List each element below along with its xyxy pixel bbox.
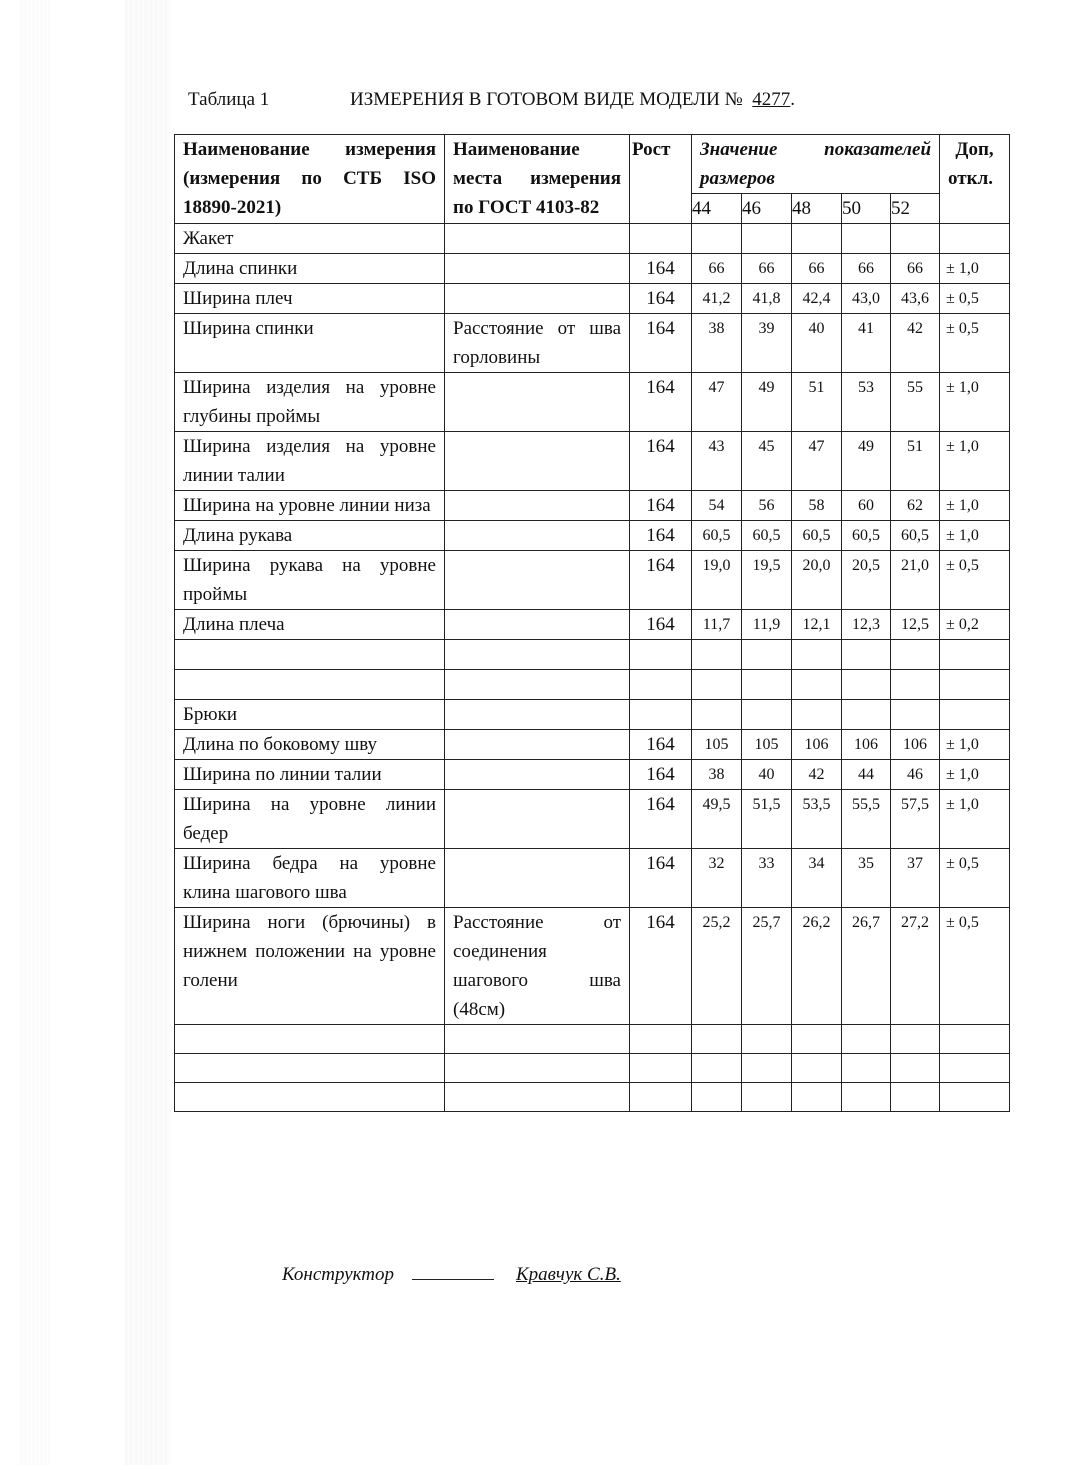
size-value: 38 xyxy=(692,314,742,373)
header-place-name: Наименование места измерения по ГОСТ 4103-82 xyxy=(445,135,630,224)
table-row xyxy=(175,551,1010,610)
model-number: 4277 xyxy=(752,89,791,110)
size-value: 62 xyxy=(891,491,940,521)
section-title: Брюки xyxy=(175,700,445,730)
tolerance-value: ± 1,0 xyxy=(940,790,1010,849)
empty-cell xyxy=(792,1025,842,1054)
table-row xyxy=(175,432,1010,491)
measure-place xyxy=(445,849,630,908)
empty-row xyxy=(175,1083,1010,1112)
empty-cell xyxy=(742,640,792,670)
empty-cell xyxy=(692,700,742,730)
size-value: 55 xyxy=(891,373,940,432)
size-value: 42 xyxy=(792,760,842,790)
empty-cell xyxy=(175,640,445,670)
table-row xyxy=(175,314,1010,373)
measure-name: Длина спинки xyxy=(175,254,445,284)
size-value: 60,5 xyxy=(742,521,792,551)
rost-value: 164 xyxy=(630,730,692,760)
tolerance-value: ± 1,0 xyxy=(940,432,1010,491)
rost-value: 164 xyxy=(630,254,692,284)
rost-value: 164 xyxy=(630,908,692,1025)
table-row xyxy=(175,254,1010,284)
page-title: ИЗМЕРЕНИЯ В ГОТОВОМ ВИДЕ МОДЕЛИ № 4277. xyxy=(350,89,795,110)
empty-row xyxy=(175,670,1010,700)
empty-cell xyxy=(630,640,692,670)
size-value: 53,5 xyxy=(792,790,842,849)
measure-name: Ширина на уровне линии бедер xyxy=(175,790,445,849)
size-value: 46 xyxy=(891,760,940,790)
empty-cell xyxy=(940,670,1010,700)
header-tolerance: Доп, откл. xyxy=(940,135,1010,224)
size-value: 40 xyxy=(742,760,792,790)
empty-cell xyxy=(891,1025,940,1054)
empty-cell xyxy=(742,700,792,730)
size-value: 38 xyxy=(692,760,742,790)
empty-cell xyxy=(891,700,940,730)
measure-name: Ширина по линии талии xyxy=(175,760,445,790)
size-value: 41,2 xyxy=(692,284,742,314)
size-value: 34 xyxy=(792,849,842,908)
measure-name: Ширина изделия на уровне линии талии xyxy=(175,432,445,491)
measure-place xyxy=(445,432,630,491)
size-value: 66 xyxy=(891,254,940,284)
size-value: 43,6 xyxy=(891,284,940,314)
empty-cell xyxy=(842,1025,891,1054)
measure-place: Расстояние от соединения шагового шва (48см) xyxy=(445,908,630,1025)
empty-cell xyxy=(940,1025,1010,1054)
empty-cell xyxy=(175,670,445,700)
header-values: Значение показателей размеров xyxy=(692,135,940,194)
size-value: 51 xyxy=(792,373,842,432)
size-header: 44 xyxy=(692,194,742,224)
size-value: 25,2 xyxy=(692,908,742,1025)
measure-name: Длина по боковому шву xyxy=(175,730,445,760)
empty-cell xyxy=(630,700,692,730)
rost-value: 164 xyxy=(630,849,692,908)
rost-value: 164 xyxy=(630,373,692,432)
tolerance-value: ± 1,0 xyxy=(940,521,1010,551)
empty-cell xyxy=(891,224,940,254)
empty-cell xyxy=(742,670,792,700)
size-value: 43 xyxy=(692,432,742,491)
size-header: 50 xyxy=(842,194,891,224)
rost-value: 164 xyxy=(630,790,692,849)
table-row xyxy=(175,373,1010,432)
size-value: 55,5 xyxy=(842,790,891,849)
size-value: 32 xyxy=(692,849,742,908)
size-value: 37 xyxy=(891,849,940,908)
tolerance-value: ± 1,0 xyxy=(940,491,1010,521)
tolerance-value: ± 0,5 xyxy=(940,849,1010,908)
size-value: 66 xyxy=(742,254,792,284)
measure-name: Ширина плеч xyxy=(175,284,445,314)
table-row xyxy=(175,491,1010,521)
rost-value: 164 xyxy=(630,284,692,314)
measure-place: Расстояние от шва горловины xyxy=(445,314,630,373)
empty-row xyxy=(175,640,1010,670)
scan-artifact xyxy=(20,0,50,1465)
empty-cell xyxy=(692,1054,742,1083)
size-value: 66 xyxy=(842,254,891,284)
size-value: 54 xyxy=(692,491,742,521)
measure-name: Ширина бедра на уровне клина шагового шва xyxy=(175,849,445,908)
size-header: 52 xyxy=(891,194,940,224)
measure-place xyxy=(445,790,630,849)
size-value: 60,5 xyxy=(792,521,842,551)
size-value: 40 xyxy=(792,314,842,373)
header-measure-name: Наименование измерения (измерения по СТБ ISO 18890-2021) xyxy=(175,135,445,224)
header-row xyxy=(175,135,1010,194)
size-value: 20,0 xyxy=(792,551,842,610)
empty-cell xyxy=(630,224,692,254)
scan-artifact xyxy=(125,0,170,1465)
empty-cell xyxy=(445,670,630,700)
empty-cell xyxy=(891,1054,940,1083)
empty-cell xyxy=(630,1083,692,1112)
size-value: 41,8 xyxy=(742,284,792,314)
empty-cell xyxy=(891,640,940,670)
size-value: 41 xyxy=(842,314,891,373)
empty-cell xyxy=(630,1025,692,1054)
tolerance-value: ± 1,0 xyxy=(940,254,1010,284)
measure-place xyxy=(445,730,630,760)
empty-cell xyxy=(692,640,742,670)
empty-cell xyxy=(792,1054,842,1083)
size-value: 43,0 xyxy=(842,284,891,314)
empty-cell xyxy=(445,1054,630,1083)
size-value: 42 xyxy=(891,314,940,373)
tolerance-value: ± 0,5 xyxy=(940,284,1010,314)
empty-cell xyxy=(842,1083,891,1112)
rost-value: 164 xyxy=(630,610,692,640)
rost-value: 164 xyxy=(630,551,692,610)
size-value: 66 xyxy=(692,254,742,284)
empty-cell xyxy=(445,1083,630,1112)
empty-cell xyxy=(175,1025,445,1054)
empty-cell xyxy=(742,1083,792,1112)
empty-cell xyxy=(891,1083,940,1112)
size-value: 60,5 xyxy=(692,521,742,551)
tolerance-value: ± 1,0 xyxy=(940,730,1010,760)
measurements-table xyxy=(174,134,1010,1112)
size-value: 44 xyxy=(842,760,891,790)
table-row xyxy=(175,760,1010,790)
size-value: 57,5 xyxy=(891,790,940,849)
measure-name: Длина плеча xyxy=(175,610,445,640)
table-label: Таблица 1 xyxy=(188,89,270,110)
size-value: 51,5 xyxy=(742,790,792,849)
table-row xyxy=(175,284,1010,314)
empty-cell xyxy=(175,1083,445,1112)
size-value: 11,7 xyxy=(692,610,742,640)
rost-value: 164 xyxy=(630,521,692,551)
rost-value: 164 xyxy=(630,432,692,491)
empty-cell xyxy=(940,700,1010,730)
size-header: 48 xyxy=(792,194,842,224)
empty-row xyxy=(175,1054,1010,1083)
empty-cell xyxy=(445,640,630,670)
header-rost: Рост xyxy=(630,135,692,224)
table-row xyxy=(175,610,1010,640)
measure-name: Ширина ноги (брючины) в нижнем положении на уровне голени xyxy=(175,908,445,1025)
size-value: 106 xyxy=(792,730,842,760)
empty-cell xyxy=(792,224,842,254)
empty-cell xyxy=(940,1054,1010,1083)
size-value: 105 xyxy=(742,730,792,760)
rost-value: 164 xyxy=(630,314,692,373)
size-value: 26,2 xyxy=(792,908,842,1025)
size-value: 21,0 xyxy=(891,551,940,610)
size-value: 66 xyxy=(792,254,842,284)
size-value: 47 xyxy=(692,373,742,432)
empty-cell xyxy=(692,1083,742,1112)
empty-cell xyxy=(792,1083,842,1112)
table-row xyxy=(175,790,1010,849)
empty-cell xyxy=(742,1054,792,1083)
section-row xyxy=(175,224,1010,254)
tolerance-value: ± 1,0 xyxy=(940,760,1010,790)
size-value: 12,3 xyxy=(842,610,891,640)
size-header: 46 xyxy=(742,194,792,224)
size-value: 27,2 xyxy=(891,908,940,1025)
size-value: 39 xyxy=(742,314,792,373)
signature-line xyxy=(412,1279,494,1280)
tolerance-value: ± 0,5 xyxy=(940,314,1010,373)
table-caption xyxy=(188,89,1008,117)
empty-cell xyxy=(630,1054,692,1083)
section-row xyxy=(175,700,1010,730)
empty-cell xyxy=(842,1054,891,1083)
empty-cell xyxy=(842,224,891,254)
tolerance-value: ± 1,0 xyxy=(940,373,1010,432)
measure-place xyxy=(445,521,630,551)
empty-cell xyxy=(742,1025,792,1054)
table-row xyxy=(175,521,1010,551)
size-value: 49 xyxy=(742,373,792,432)
measure-name: Ширина спинки xyxy=(175,314,445,373)
size-value: 51 xyxy=(891,432,940,491)
measure-place xyxy=(445,284,630,314)
size-value: 11,9 xyxy=(742,610,792,640)
empty-cell xyxy=(940,640,1010,670)
size-value: 45 xyxy=(742,432,792,491)
measure-name: Ширина на уровне линии низа xyxy=(175,491,445,521)
tolerance-value: ± 0,5 xyxy=(940,551,1010,610)
empty-cell xyxy=(630,670,692,700)
empty-cell xyxy=(445,224,630,254)
tolerance-value: ± 0,5 xyxy=(940,908,1010,1025)
size-value: 33 xyxy=(742,849,792,908)
empty-cell xyxy=(175,1054,445,1083)
empty-cell xyxy=(445,1025,630,1054)
empty-cell xyxy=(842,700,891,730)
size-value: 19,0 xyxy=(692,551,742,610)
table-row xyxy=(175,730,1010,760)
measure-place xyxy=(445,373,630,432)
size-value: 49 xyxy=(842,432,891,491)
size-value: 60 xyxy=(842,491,891,521)
size-value: 19,5 xyxy=(742,551,792,610)
size-value: 47 xyxy=(792,432,842,491)
measure-place xyxy=(445,610,630,640)
size-value: 49,5 xyxy=(692,790,742,849)
size-value: 42,4 xyxy=(792,284,842,314)
empty-cell xyxy=(692,1025,742,1054)
signature-role: Конструктор xyxy=(282,1264,395,1285)
size-value: 25,7 xyxy=(742,908,792,1025)
measure-place xyxy=(445,491,630,521)
section-title: Жакет xyxy=(175,224,445,254)
measure-name: Длина рукава xyxy=(175,521,445,551)
size-value: 105 xyxy=(692,730,742,760)
empty-cell xyxy=(792,640,842,670)
measure-place xyxy=(445,551,630,610)
size-value: 26,7 xyxy=(842,908,891,1025)
measure-place xyxy=(445,254,630,284)
size-value: 106 xyxy=(842,730,891,760)
empty-cell xyxy=(692,224,742,254)
size-value: 60,5 xyxy=(891,521,940,551)
empty-cell xyxy=(445,700,630,730)
empty-cell xyxy=(792,670,842,700)
table-row xyxy=(175,908,1010,1025)
size-value: 60,5 xyxy=(842,521,891,551)
table-row xyxy=(175,849,1010,908)
rost-value: 164 xyxy=(630,760,692,790)
size-value: 12,5 xyxy=(891,610,940,640)
tolerance-value: ± 0,2 xyxy=(940,610,1010,640)
empty-cell xyxy=(842,640,891,670)
empty-row xyxy=(175,1025,1010,1054)
measure-name: Ширина изделия на уровне глубины проймы xyxy=(175,373,445,432)
signature-name: Кравчук С.В. xyxy=(516,1264,621,1285)
empty-cell xyxy=(891,670,940,700)
size-value: 56 xyxy=(742,491,792,521)
rost-value: 164 xyxy=(630,491,692,521)
size-value: 35 xyxy=(842,849,891,908)
measure-place xyxy=(445,760,630,790)
size-value: 106 xyxy=(891,730,940,760)
size-value: 58 xyxy=(792,491,842,521)
size-value: 53 xyxy=(842,373,891,432)
size-value: 20,5 xyxy=(842,551,891,610)
signature-block xyxy=(282,1264,621,1286)
empty-cell xyxy=(940,1083,1010,1112)
empty-cell xyxy=(842,670,891,700)
size-value: 12,1 xyxy=(792,610,842,640)
measure-name: Ширина рукава на уровне проймы xyxy=(175,551,445,610)
empty-cell xyxy=(940,224,1010,254)
empty-cell xyxy=(742,224,792,254)
empty-cell xyxy=(692,670,742,700)
empty-cell xyxy=(792,700,842,730)
